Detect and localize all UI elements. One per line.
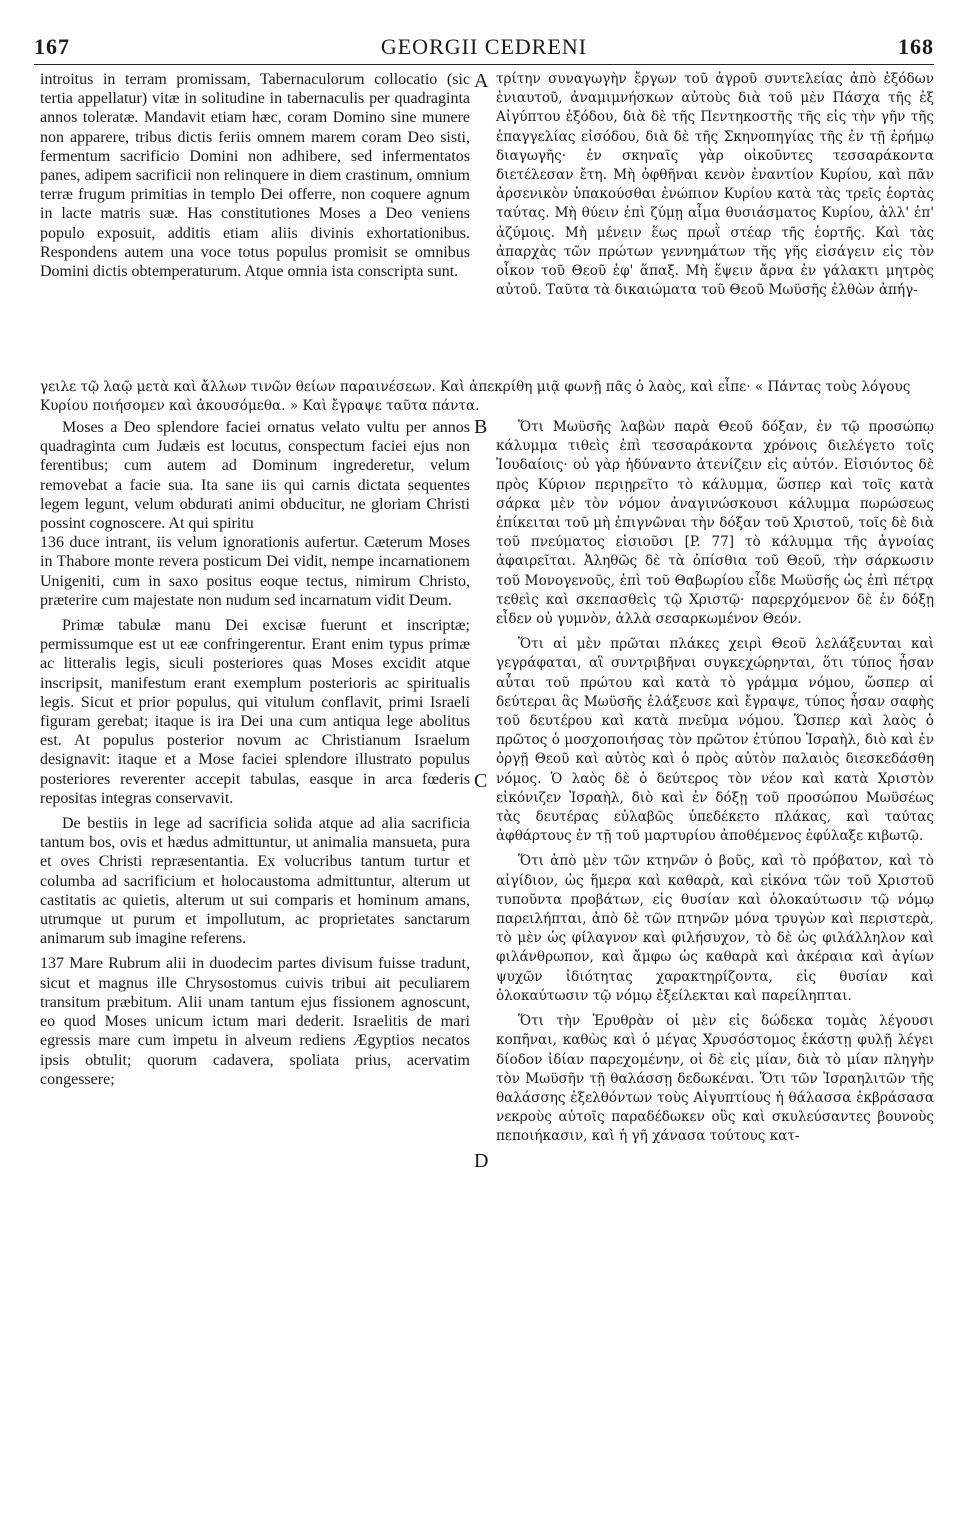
- latin-paragraph: Primæ tabulæ manu Dei excisæ fuerunt et inscriptæ; permissumque est ut eæ confringerentur. Erant enim typus primæ ac litteralis legis, siculi posteriores quas Moses excidit atque inscripsit, manifestum erant exemplum posterioris ac spiritualis legis. Sicut et prior populus, qui vitulum conflavit, primi Israeli figuram gerebat; itaque is ira Dei una cum antiqua lege abolitus est. At populus posterior novum ac Christianum Israelum designavit: itaque et a Mose faciei splendore illustrato populus posteriores reverenter accepit tabulas, easque in arca fœderis repositas integras conservavit.: [40, 617, 470, 807]
- latin-paragraph: 136 duce intrant, iis velum ignorationis aufertur. Cæterum Moses in Thabore monte revera posticum Dei vidit, nempe incarnationem Unigeniti, cum in saxo positus eoque tectus, nimirum Christo, præterire cum majestate non nudum sed incarnatum vidit Deum.: [40, 534, 470, 609]
- header-rule: [34, 64, 934, 65]
- greek-full-width-text: γειλε τῷ λαῷ μετὰ καὶ ἄλλων τινῶν θείων παραινέσεων. Καὶ ἀπεκρίθη μιᾷ φωνῇ πᾶς ὁ λαὸς, καὶ εἶπε· « Πάντας τοὺς λόγους Κυρίου ποιήσομεν καὶ ἀκουσόμεθα. » Καὶ ἔγραψε ταῦτα πάντα.: [40, 379, 911, 414]
- greek-full-width-line: [40, 378, 934, 416]
- greek-paragraph: Ὅτι τὴν Ἐρυθρὰν οἱ μὲν εἰς δώδεκα τομὰς λέγουσι κοπῆναι, καθὼς καὶ ὁ μέγας Χρυσόστομος ἑκάστῃ φυλῇ λέγει δίοδον ἰδίαν παρεχομένην, οἱ δὲ εἰς μίαν, διὰ τὸ μίαν πληγὴν τὸν Μωϋσῆν τῇ θαλάσσῃ δεδωκέναι. Ὅτι τῶν Ἰσραηλιτῶν τῆς θαλάσσης ἐξελθόντων τοὺς Αἰγυπτίους ἡ θάλασσα ἐκβράσασα νεκροὺς αὐτοῖς παραδέδωκεν οὓς καὶ σκυλεύσαντες βουνοὺς πεποιήκασιν, καὶ ἡ γῆ χάνασα τούτους κατ-: [496, 1013, 934, 1145]
- greek-paragraph: Ὅτι Μωϋσῆς λαβὼν παρὰ Θεοῦ δόξαν, ἐν τῷ προσώπῳ κάλυμμα τιθεὶς ἐπὶ τεσσαράκοντα χρόνοις διελέγετο τοῖς Ἰουδαίοις· οὐ γὰρ ἠδύναντο ἀτενίζειν εἰς αὐτόν. Εἰσιόντος δὲ πρὸς Κύριον περιῃρεῖτο τὸ κάλυμμα, ὥσπερ καὶ τοῖς κατὰ σάρκα μὲν τὸν νόμον ἀναγινώσκουσι κάλυμμα πωρώσεως ἐπίκειται τοῦ μὴ ἐπιγνῶναι τὴν δόξαν τοῦ Χριστοῦ, τοῖς δὲ διὰ τοῦ πνεύματος εἰσιοῦσι [P. 77] τὸ κάλυμμα τῆς ἀγνοίας ἀφαιρεῖται. Ἀληθῶς δὲ τὰ ὀπίσθια τοῦ Θεοῦ, τὴν σάρκωσιν τοῦ Μονογενοῦς, ἐπὶ τοῦ Θαβωρίου εἶδε Μωϋσῆς ὡς ἐπὶ πέτρᾳ τεθεὶς καὶ σκεπασθεὶς τῷ Χριστῷ· παρερχόμενον δὲ ἐν δόξῃ εἶδεν οὐ γυμνὸν, ἀλλὰ σεσαρκωμένον Θεόν.: [496, 419, 934, 628]
- greek-paragraph: τρίτην συναγωγὴν ἔργων τοῦ ἀγροῦ συντελείας ἀπὸ ἐξόδων ἐνιαυτοῦ, ἀναμιμνήσκων αὐτοὺς διὰ τοῦ μὲν Πάσχα τῆς ἐξ Αἰγύπτου ἐξόδου, διὰ δὲ τῆς Πεντηκοστῆς τῆς εἰς τὴν γῆν τῆς ἐπαγγελίας εἰσόδου, διὰ δὲ τῆς Σκηνοπηγίας τῆς ἐν τῇ ἐρήμῳ διαγωγῆς· ἐν σκηναῖς γὰρ οἰκοῦντες τεσσαράκοντα διετέλεσαν ἔτη. Μὴ ὀφθῆναι κενὸν ἐναντίον Κυρίου, καὶ πᾶν ἀρσενικὸν ὑπακούσθαι ἐνώπιον Κυρίου κατὰ τὰς τρεῖς ἑορτὰς ταύτας. Μὴ θύειν ἐπὶ ζύμῃ αἷμα θυσιάσματος Κυρίου, ἀλλ' ἐπ' ἀζύμοις. Μὴ μένειν ἕως πρωῒ στέαρ τῆς ἑορτῆς. Καὶ τὰς ἀπαρχὰς τῶν πρώτων γεννημάτων τῆς γῆς εἰσάγειν εἰς τὸν οἶκον τοῦ Θεοῦ ἐφ' ἅπαξ. Μὴ ἕψειν ἄρνα ἐν γάλακτι μητρὸς αὐτοῦ. Ταῦτα τὰ δικαιώματα τοῦ Θεοῦ Μωϋσῆς ἐλθὼν ἀπήγ-: [496, 71, 934, 299]
- section-marker-c: C: [474, 770, 488, 792]
- latin-column-top: [40, 70, 470, 281]
- greek-column-top: [496, 70, 934, 300]
- greek-column-bottom: [496, 418, 934, 1147]
- latin-column-bottom: [40, 418, 470, 1089]
- latin-paragraph: Moses a Deo splendore faciei ornatus velato vultu per annos quadraginta cum Judæis est locutus, conspectum faciei ejus non ferentibus; cum autem ad Dominum ingrederetur, velum removebat a facie sua. Ita sane iis qui carnis dictata sequentes legem legunt, velum obdurati animi obducitur, ne gloriam Christi possint cognoscere. At qui spiritu: [40, 419, 470, 533]
- greek-paragraph: Ὅτι αἱ μὲν πρῶται πλάκες χειρὶ Θεοῦ λελάξευνται καὶ γεγράφαται, αἳ συντριβῆναι συγκεχώρηνται, ὅτι τύπος ἦσαν αὗται τοῦ πρώτου καὶ κατὰ τὸ γράμμα νόμου, ὥσπερ αἱ δεύτεραι ἃς Μωϋσῆς ἐλάξευσε καὶ ἔγραψε, τύπος ἦσαν σαφὴς τοῦ δευτέρου καὶ κατὰ πνεῦμα νόμου. Ὥσπερ καὶ λαὸς ὁ πρῶτος ὁ μοσχοποιήσας τὸν πρῶτον ἐτύπου Ἰσραὴλ, διὸ καὶ ἐν ὀργῇ Θεοῦ καὶ αὐτὸς καὶ ὁ πρὸς αὐτὸν παλαιὸς διεσκεδάσθη νόμος. Ὁ λαὸς δὲ ὁ δεύτερος τὸν νέον καὶ κατὰ Χριστὸν εἰκόνιζεν Ἰσραὴλ, διὸ καὶ ἐν δόξῃ τοῦ προσώπου Μωϋσέως τὰς δευτέρας εὐλαβῶς ὑπεδέκετο πλάκας, καὶ ταύτας ἀφθάρτους ἐν τῇ τοῦ μαρτυρίου ἀποθέμενος ἐφύλαξε κιβωτῷ.: [496, 636, 934, 845]
- running-title: GEORGII CEDRENI: [380, 34, 588, 59]
- page-number-left: 167: [34, 34, 70, 59]
- greek-paragraph: Ὅτι ἀπὸ μὲν τῶν κτηνῶν ὁ βοῦς, καὶ τὸ πρόβατον, καὶ τὸ αἰγίδιον, ὡς ἥμερα καὶ καθαρὰ, καὶ εἰκόνα τῶν τοῦ Χριστοῦ τυποῦντα προβάτων, εἰς θυσίαν καὶ ὁλοκαύτωσιν τῷ νόμῳ παρειλήπται, ἀπὸ δὲ τῶν πτηνῶν μόνα τρυγὼν καὶ περιστερὰ, τὸ μὲν ὡς φίλαγνον καὶ φιλήσυχον, τὸ δὲ ὡς φιλάλληλον καὶ φιλάνθρωπον, καὶ ἄμφω ὡς καθαρὰ καὶ ἀκέραια καὶ ἁγίων ψυχῶν ἰδιότητας χαρακτηρίζοντα, εἰς θυσίαν καὶ ὁλοκαύτωσιν τῷ νόμῳ ἐξείλεκται καὶ παρείληπται.: [496, 853, 934, 1004]
- latin-paragraph: introitus in terram promissam, Tabernaculorum collocatio (sic tertia appellatur) vitæ in solitudine in tabernaculis per quadraginta annos toleratæ. Mandavit etiam hæc, coram Domino sine munere non apparere, tribus dictis feriis omnem marem coram Deo sisti, fermentum sacrificio Domini non adhibere, sed infermentatos panes, adipem sacrificii non relinquere in diem crastinum, omnium terræ frugum primitias in templo Dei offerre, non coquere agnum in lacte matris suæ. Has constitutiones Moses a Deo veniens populo exposuit, additis etiam aliis divinis exhortationibus. Respondens autem una voce totus populus promisit se omnibus Domini dictis obtemperaturum. Atque omnia ista conscripta sunt.: [40, 71, 470, 281]
- page-number-right: 168: [898, 34, 934, 59]
- latin-paragraph: De bestiis in lege ad sacrificia solida atque ad alia sacrificia tantum bos, ovis et hædus admittuntur, ut animalia mansueta, pura et oves Christi repræsentantia. Ex volucribus tantum turtur et columba ad sacrificium et holocaustoma admittuntur, alterum ut castitatis ac quietis, alterum ut sui comparis et hominum amans, utrumque ut purum et impollutum, ac proprietates sanctarum animarum sub imagine referens.: [40, 815, 470, 948]
- section-marker-b: B: [474, 416, 488, 438]
- section-marker-d: D: [474, 1150, 489, 1172]
- latin-paragraph: 137 Mare Rubrum alii in duodecim partes divisum fuisse tradunt, sicut et magnus ille Chrysostomus cuivis tribui ait peculiarem transitum præbitum. Alii unam tantum ejus fissionem agnoscunt, eo quod Moses unicum ictum mari dederit. Israelitis de mari egressis mare cum impetu in alveum rediens Ægyptios necatos ipsis obtulit; quorum cadavera, spoliata prius, acervatim congessere;: [40, 955, 470, 1088]
- section-marker-a: A: [474, 70, 489, 92]
